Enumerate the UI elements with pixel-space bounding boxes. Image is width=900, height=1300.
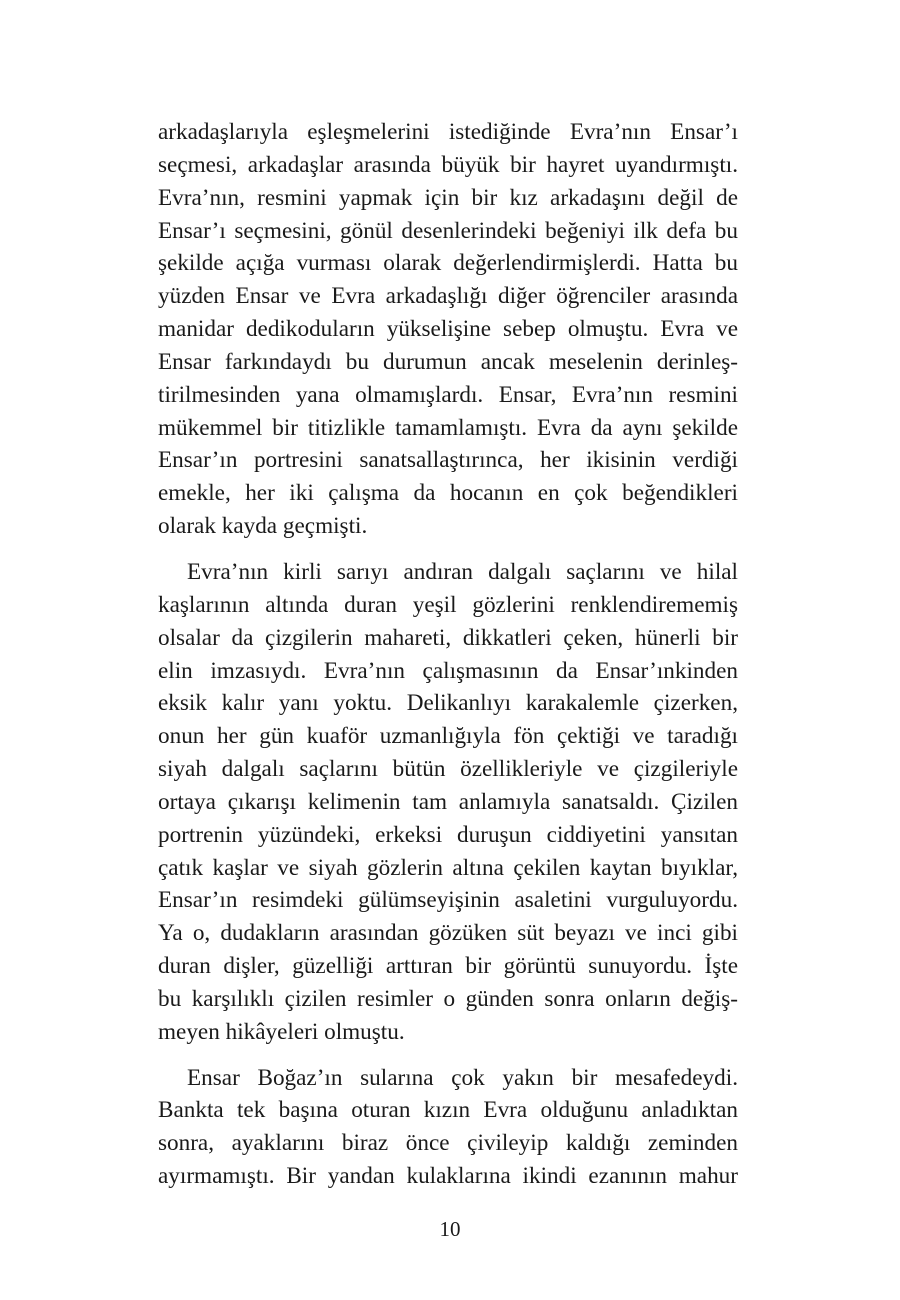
text-line: yüzden Ensar ve Evra arkadaşlığı diğer öğrenciler arasında: [158, 283, 738, 310]
text-line: siyah dalgalı saçlarını bütün özellikleriyle ve çizgileriyle: [158, 756, 738, 783]
text-line: meyen hikâyeleri olmuştu.: [158, 1018, 405, 1045]
text-line: portrenin yüzündeki, erkeksi duruşun ciddiyetini yansıtan: [158, 821, 738, 848]
text-line: mükemmel bir titizlikle tamamlamıştı. Evra da aynı şekilde: [158, 414, 738, 441]
text-line: şekilde açığa vurması olarak değerlendirmişlerdi. Hatta bu: [158, 250, 738, 277]
page-number: 10: [439, 1217, 461, 1241]
text-line: emekle, her iki çalışma da hocanın en çok beğendikleri: [158, 480, 738, 507]
text-line: kaşlarının altında duran yeşil gözlerini renklendirememiş: [158, 591, 738, 618]
text-line: Ensar’ı seçmesini, gönül desenlerindeki beğeniyi ilk defa bu: [158, 217, 738, 244]
text-line: olsalar da çizgilerin mahareti, dikkatleri çeken, hünerli bir: [158, 624, 738, 651]
text-line: eksik kalır yanı yoktu. Delikanlıyı karakalemle çizerken,: [158, 690, 738, 717]
text-line: bu karşılıklı çizilen resimler o günden sonra onların değiş-: [158, 985, 738, 1012]
text-line: Ensar’ın portresini sanatsallaştırınca, her ikisinin verdiği: [158, 447, 738, 474]
text-line: Evra’nın, resmini yapmak için bir kız arkadaşını değil de: [158, 184, 738, 211]
text-line: olarak kayda geçmişti.: [158, 513, 368, 540]
text-line: tirilmesinden yana olmamışlardı. Ensar, Evra’nın resmini: [158, 381, 738, 408]
text-line: Ensar’ın resimdeki gülümseyişinin asaletini vurguluyordu.: [158, 887, 738, 914]
text-line: ortaya çıkarışı kelimenin tam anlamıyla sanatsaldı. Çizilen: [158, 788, 738, 815]
text-line: elin imzasıydı. Evra’nın çalışmasının da Ensar’ınkinden: [158, 657, 738, 684]
text-line: çatık kaşlar ve siyah gözlerin altına çekilen kaytan bıyıklar,: [158, 854, 738, 881]
paragraph-2: [158, 556, 738, 1049]
text-line: ayırmamıştı. Bir yandan kulaklarına ikindi ezanının mahur: [158, 1163, 738, 1190]
text-line: onun her gün kuaför uzmanlığıyla fön çektiği ve taradığı: [158, 723, 738, 750]
text-line: arkadaşlarıyla eşleşmelerini istediğinde Evra’nın Ensar’ı: [158, 119, 738, 145]
text-line: Ensar Boğaz’ın sularına çok yakın bir mesafedeydi.: [187, 1064, 738, 1091]
text-line: Bankta tek başına oturan kızın Evra olduğunu anladıktan: [158, 1097, 738, 1124]
text-line: seçmesi, arkadaşlar arasında büyük bir hayret uyandırmıştı.: [158, 151, 738, 178]
paragraph-1: [158, 116, 738, 543]
text-line: sonra, ayaklarını biraz önce çivileyip kaldığı zeminden: [158, 1130, 738, 1157]
text-line: Ensar farkındaydı bu durumun ancak meselenin derinleş-: [158, 348, 738, 375]
paragraph-3: [158, 1062, 738, 1193]
text-line: manidar dedikoduların yükselişine sebep olmuştu. Evra ve: [158, 316, 738, 343]
page-body: [158, 116, 738, 1193]
text-line: duran dişler, güzelliği arttıran bir görüntü sunuyordu. İşte: [158, 953, 738, 980]
text-line: Evra’nın kirli sarıyı andıran dalgalı saçlarını ve hilal: [187, 558, 738, 585]
text-line: Ya o, dudakların arasından gözüken süt beyazı ve inci gibi: [158, 920, 738, 947]
